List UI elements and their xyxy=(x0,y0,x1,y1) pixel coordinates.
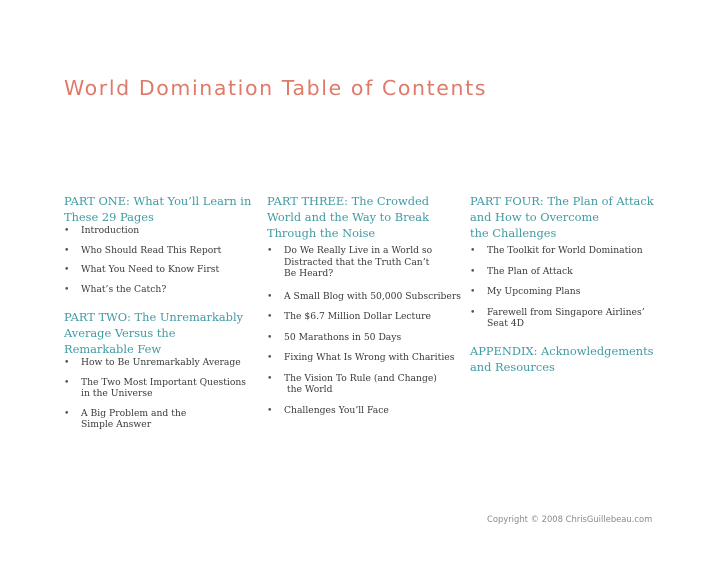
bullet-icon: • xyxy=(64,357,70,368)
bullet-icon: • xyxy=(64,376,70,388)
toc-item-text: Who Should Read This Report xyxy=(81,244,222,256)
toc-item-text: Be Heard? xyxy=(284,268,334,279)
heading-line: the Challenges xyxy=(470,226,557,240)
toc-column-3 xyxy=(470,193,660,375)
heading-line: and How to Overcome xyxy=(470,210,599,224)
bullet-icon: • xyxy=(470,306,476,318)
heading-line: PART FOUR: The Plan of Attack xyxy=(470,194,654,208)
heading-line: These 29 Pages xyxy=(64,210,154,224)
toc-item xyxy=(470,266,660,278)
section-heading xyxy=(470,193,660,241)
toc-section-part-one xyxy=(64,193,254,295)
toc-item xyxy=(64,264,254,276)
toc-item xyxy=(267,245,463,280)
toc-item-text: A Big Problem and the xyxy=(81,407,187,419)
section-heading xyxy=(64,193,254,225)
toc-item xyxy=(267,291,463,303)
bullet-icon: • xyxy=(267,372,273,384)
toc-item-text: A Small Blog with 50,000 Subscribers xyxy=(284,290,461,302)
heading-line: Average Versus the xyxy=(64,326,176,340)
bullet-icon: • xyxy=(267,311,273,322)
toc-item xyxy=(64,377,254,400)
toc-item-text: the World xyxy=(284,384,333,395)
heading-line: PART TWO: The Unremarkably xyxy=(64,310,244,324)
toc-item-text: Challenges You’ll Face xyxy=(284,404,389,416)
toc-item-text: The Vision To Rule (and Change) xyxy=(284,372,437,384)
bullet-icon: • xyxy=(64,407,70,419)
bullet-icon: • xyxy=(267,290,273,302)
toc-section-part-two xyxy=(64,309,254,431)
bullet-icon: • xyxy=(470,265,476,277)
toc-item xyxy=(267,311,463,323)
bullet-icon: • xyxy=(64,225,70,236)
toc-column-1 xyxy=(64,193,254,438)
bullet-icon: • xyxy=(64,283,70,295)
heading-line: PART ONE: What You’ll Learn in xyxy=(64,194,252,208)
toc-item-text: The Toolkit for World Domination xyxy=(487,245,643,256)
bullet-icon: • xyxy=(470,245,476,256)
toc-item xyxy=(267,405,463,417)
copyright-notice: Copyright © 2008 ChrisGuillebeau.com xyxy=(487,514,653,524)
bullet-icon: • xyxy=(64,244,70,256)
heading-line: Remarkable Few xyxy=(64,342,162,356)
toc-item xyxy=(64,284,254,296)
heading-line: APPENDIX: Acknowledgements xyxy=(470,343,654,358)
bullet-icon: • xyxy=(64,264,70,275)
toc-item-text: Fixing What Is Wrong with Charities xyxy=(284,352,455,363)
bullet-icon: • xyxy=(267,331,273,343)
section-heading xyxy=(470,343,660,375)
toc-item-text: Simple Answer xyxy=(81,419,152,430)
toc-section-part-three xyxy=(267,193,463,416)
toc-item-text: What’s the Catch? xyxy=(81,283,167,295)
toc-item-text: Farewell from Singapore Airlines’ xyxy=(487,306,645,318)
toc-item-text: The Plan of Attack xyxy=(487,265,573,277)
toc-item-text: What You Need to Know First xyxy=(81,264,220,275)
toc-item-text: Introduction xyxy=(81,225,140,236)
toc-item xyxy=(64,245,254,257)
toc-item xyxy=(267,332,463,344)
toc-item xyxy=(64,357,254,369)
toc-item xyxy=(470,307,660,330)
bullet-icon: • xyxy=(267,245,273,256)
heading-line: and Resources xyxy=(470,359,555,374)
toc-item-text: 50 Marathons in 50 Days xyxy=(284,331,402,343)
toc-item xyxy=(470,286,660,298)
page-title: World Domination Table of Contents xyxy=(64,76,488,100)
heading-line: PART THREE: The Crowded xyxy=(267,194,430,208)
bullet-icon: • xyxy=(267,352,273,363)
toc-column-2 xyxy=(267,193,463,423)
toc-section-appendix xyxy=(470,343,660,375)
bullet-icon: • xyxy=(267,404,273,416)
toc-item xyxy=(267,373,463,396)
toc-item xyxy=(470,245,660,257)
bullet-icon: • xyxy=(470,286,476,297)
toc-section-part-four xyxy=(470,193,660,330)
toc-item xyxy=(64,408,254,431)
toc-item-text: The $6.7 Million Dollar Lecture xyxy=(284,311,431,322)
heading-line: World and the Way to Break xyxy=(267,210,429,224)
toc-item-text: The Two Most Important Questions xyxy=(81,376,247,388)
heading-line: Through the Noise xyxy=(267,226,376,240)
section-heading xyxy=(64,309,254,357)
toc-item-text: How to Be Unremarkably Average xyxy=(81,357,241,368)
toc-item-text: My Upcoming Plans xyxy=(487,286,581,297)
toc-item-text: in the Universe xyxy=(81,388,153,399)
toc-item-text: Distracted that the Truth Can’t xyxy=(284,256,430,268)
toc-item xyxy=(64,225,254,237)
toc-item-text: Seat 4D xyxy=(487,318,525,329)
toc-item-text: Do We Really Live in a World so xyxy=(284,245,433,256)
toc-item xyxy=(267,352,463,364)
section-heading xyxy=(267,193,463,241)
